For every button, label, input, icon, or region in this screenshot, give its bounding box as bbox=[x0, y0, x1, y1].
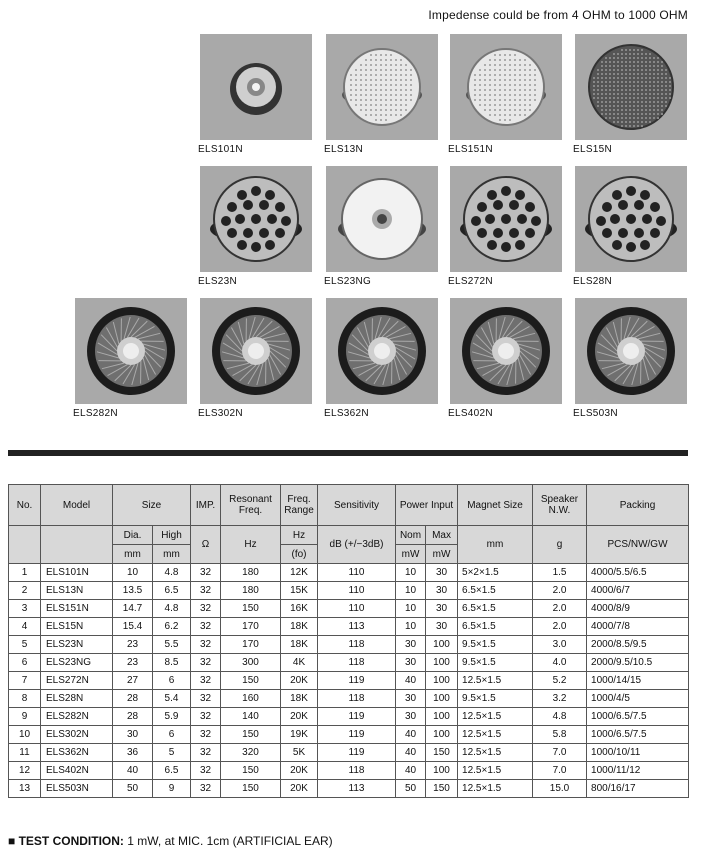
table-cell: 30 bbox=[396, 708, 426, 726]
unit-fo: (fo) bbox=[281, 545, 318, 564]
header-freq-range: Freq. Range bbox=[281, 485, 318, 526]
table-cell: 10 bbox=[396, 618, 426, 636]
table-cell: 1000/6.5/7.5 bbox=[587, 708, 689, 726]
table-cell: 40 bbox=[396, 744, 426, 762]
test-condition bbox=[8, 834, 333, 848]
table-cell: ELS362N bbox=[41, 744, 113, 762]
table-cell: 5.5 bbox=[153, 636, 191, 654]
product-label: ELS13N bbox=[324, 144, 364, 155]
table-cell: 5.4 bbox=[153, 690, 191, 708]
product-photo bbox=[200, 166, 312, 272]
table-cell: 800/16/17 bbox=[587, 780, 689, 798]
table-cell: 7.0 bbox=[533, 762, 587, 780]
table-cell: ELS302N bbox=[41, 726, 113, 744]
table-cell: 5.2 bbox=[533, 672, 587, 690]
table-cell: 150 bbox=[221, 762, 281, 780]
table-cell: 6 bbox=[153, 672, 191, 690]
table-cell: 30 bbox=[396, 654, 426, 672]
table-cell: 18K bbox=[281, 690, 318, 708]
table-cell: 6.2 bbox=[153, 618, 191, 636]
table-cell: 170 bbox=[221, 618, 281, 636]
table-cell: ELS101N bbox=[41, 564, 113, 582]
product-photo bbox=[326, 166, 438, 272]
table-cell: 32 bbox=[191, 564, 221, 582]
table-cell: 12.5×1.5 bbox=[458, 762, 533, 780]
header-no-sub bbox=[9, 526, 41, 564]
table-cell: 18K bbox=[281, 636, 318, 654]
table-cell: 8.5 bbox=[153, 654, 191, 672]
table-row bbox=[9, 690, 689, 708]
table-cell: 15.0 bbox=[533, 780, 587, 798]
unit-mw-nom: mW bbox=[396, 545, 426, 564]
product-label: ELS23N bbox=[198, 276, 238, 287]
table-cell: 9.5×1.5 bbox=[458, 636, 533, 654]
product-photo bbox=[575, 298, 687, 404]
table-cell: 110 bbox=[318, 582, 396, 600]
table-cell: 8 bbox=[9, 690, 41, 708]
table-cell: 32 bbox=[191, 582, 221, 600]
table-cell: 32 bbox=[191, 600, 221, 618]
table-cell: 30 bbox=[113, 726, 153, 744]
table-cell: 2.0 bbox=[533, 600, 587, 618]
table-cell: 9 bbox=[153, 780, 191, 798]
table-cell: 30 bbox=[426, 582, 458, 600]
table-cell: 10 bbox=[396, 600, 426, 618]
table-cell: 140 bbox=[221, 708, 281, 726]
product-label: ELS362N bbox=[324, 408, 369, 419]
table-row bbox=[9, 708, 689, 726]
table-cell: 100 bbox=[426, 762, 458, 780]
table-row bbox=[9, 618, 689, 636]
bullet-square-icon: ■ bbox=[8, 834, 16, 848]
table-cell: 12 bbox=[9, 762, 41, 780]
header-magnet-size: Magnet Size bbox=[458, 485, 533, 526]
header-power-input: Power Input bbox=[396, 485, 458, 526]
product-photo bbox=[200, 298, 312, 404]
table-cell: 4.8 bbox=[153, 600, 191, 618]
table-cell: 300 bbox=[221, 654, 281, 672]
table-cell: 100 bbox=[426, 654, 458, 672]
table-cell: 5.8 bbox=[533, 726, 587, 744]
table-cell: 20K bbox=[281, 708, 318, 726]
product-label: ELS503N bbox=[573, 408, 618, 419]
table-cell: 12.5×1.5 bbox=[458, 708, 533, 726]
table-cell: 150 bbox=[221, 672, 281, 690]
table-cell: 4.0 bbox=[533, 654, 587, 672]
table-cell: 100 bbox=[426, 690, 458, 708]
table-cell: 150 bbox=[221, 780, 281, 798]
table-cell: 13 bbox=[9, 780, 41, 798]
table-cell: 40 bbox=[396, 762, 426, 780]
table-cell: 30 bbox=[396, 690, 426, 708]
table-cell: ELS15N bbox=[41, 618, 113, 636]
table-cell: 320 bbox=[221, 744, 281, 762]
table-cell: 3.2 bbox=[533, 690, 587, 708]
table-cell: 5×2×1.5 bbox=[458, 564, 533, 582]
table-cell: 118 bbox=[318, 690, 396, 708]
unit-mm-high: mm bbox=[153, 545, 191, 564]
unit-mm-magnet: mm bbox=[458, 526, 533, 564]
unit-ohm: Ω bbox=[191, 526, 221, 564]
table-cell: 4.8 bbox=[533, 708, 587, 726]
table-cell: 32 bbox=[191, 726, 221, 744]
table-cell: 9 bbox=[9, 708, 41, 726]
table-cell: 11 bbox=[9, 744, 41, 762]
header-size: Size bbox=[113, 485, 191, 526]
product-label: ELS15N bbox=[573, 144, 613, 155]
product-label: ELS302N bbox=[198, 408, 243, 419]
table-cell: 100 bbox=[426, 672, 458, 690]
test-condition-label: TEST CONDITION: bbox=[18, 834, 124, 848]
table-cell: 113 bbox=[318, 618, 396, 636]
product-photo bbox=[450, 34, 562, 140]
unit-hz-range: Hz bbox=[281, 526, 318, 545]
table-cell: 12K bbox=[281, 564, 318, 582]
table-cell: 119 bbox=[318, 726, 396, 744]
product-photo bbox=[200, 34, 312, 140]
table-cell: 118 bbox=[318, 654, 396, 672]
table-cell: 32 bbox=[191, 690, 221, 708]
table-cell: 6 bbox=[153, 726, 191, 744]
table-cell: 32 bbox=[191, 708, 221, 726]
table-cell: 32 bbox=[191, 744, 221, 762]
unit-pcs-nw-gw: PCS/NW/GW bbox=[587, 526, 689, 564]
unit-g: g bbox=[533, 526, 587, 564]
table-cell: 3.0 bbox=[533, 636, 587, 654]
table-cell: 40 bbox=[113, 762, 153, 780]
table-cell: 150 bbox=[426, 780, 458, 798]
table-cell: 150 bbox=[426, 744, 458, 762]
product-photo bbox=[326, 298, 438, 404]
table-cell: ELS402N bbox=[41, 762, 113, 780]
table-cell: 32 bbox=[191, 618, 221, 636]
table-cell: 4.8 bbox=[153, 564, 191, 582]
header-nom: Nom bbox=[396, 526, 426, 545]
table-cell: 15K bbox=[281, 582, 318, 600]
table-cell: 4 bbox=[9, 618, 41, 636]
product-label: ELS28N bbox=[573, 276, 613, 287]
table-cell: 5K bbox=[281, 744, 318, 762]
product-photo bbox=[450, 166, 562, 272]
header-model-sub bbox=[41, 526, 113, 564]
table-cell: ELS151N bbox=[41, 600, 113, 618]
unit-hz-resonant: Hz bbox=[221, 526, 281, 564]
header-no: No. bbox=[9, 485, 41, 526]
table-cell: 3 bbox=[9, 600, 41, 618]
table-row bbox=[9, 726, 689, 744]
table-row bbox=[9, 744, 689, 762]
header-resonant-freq: Resonant Freq. bbox=[221, 485, 281, 526]
table-cell: 50 bbox=[113, 780, 153, 798]
table-cell: 10 bbox=[396, 564, 426, 582]
header-sensitivity: Sensitivity bbox=[318, 485, 396, 526]
table-cell: 5 bbox=[9, 636, 41, 654]
spec-table bbox=[8, 484, 689, 798]
table-cell: 100 bbox=[426, 636, 458, 654]
table-cell: 7.0 bbox=[533, 744, 587, 762]
table-cell: 119 bbox=[318, 744, 396, 762]
table-row bbox=[9, 780, 689, 798]
table-cell: 12.5×1.5 bbox=[458, 744, 533, 762]
table-cell: 32 bbox=[191, 654, 221, 672]
table-cell: 6 bbox=[9, 654, 41, 672]
table-cell: 119 bbox=[318, 708, 396, 726]
table-cell: 36 bbox=[113, 744, 153, 762]
table-cell: 7 bbox=[9, 672, 41, 690]
table-cell: 1000/14/15 bbox=[587, 672, 689, 690]
table-cell: 20K bbox=[281, 780, 318, 798]
test-condition-text: 1 mW, at MIC. 1cm (ARTIFICIAL EAR) bbox=[127, 834, 333, 848]
table-cell: 150 bbox=[221, 600, 281, 618]
table-cell: 6.5×1.5 bbox=[458, 618, 533, 636]
table-cell: 32 bbox=[191, 780, 221, 798]
table-cell: ELS503N bbox=[41, 780, 113, 798]
table-cell: 118 bbox=[318, 762, 396, 780]
table-row bbox=[9, 600, 689, 618]
table-cell: 1.5 bbox=[533, 564, 587, 582]
table-cell: 32 bbox=[191, 672, 221, 690]
table-cell: 118 bbox=[318, 636, 396, 654]
unit-mw-max: mW bbox=[426, 545, 458, 564]
table-cell: 180 bbox=[221, 582, 281, 600]
table-cell: 30 bbox=[426, 564, 458, 582]
table-cell: 6.5×1.5 bbox=[458, 600, 533, 618]
table-cell: 12.5×1.5 bbox=[458, 672, 533, 690]
table-cell: 27 bbox=[113, 672, 153, 690]
spec-table-body bbox=[9, 564, 689, 798]
product-label: ELS272N bbox=[448, 276, 493, 287]
table-row bbox=[9, 672, 689, 690]
table-cell: 5 bbox=[153, 744, 191, 762]
table-row bbox=[9, 762, 689, 780]
table-cell: ELS272N bbox=[41, 672, 113, 690]
product-label: ELS101N bbox=[198, 144, 243, 155]
table-cell: 30 bbox=[426, 600, 458, 618]
table-cell: 1000/4/5 bbox=[587, 690, 689, 708]
table-cell: 32 bbox=[191, 762, 221, 780]
table-cell: 100 bbox=[426, 726, 458, 744]
table-cell: 2000/8.5/9.5 bbox=[587, 636, 689, 654]
table-cell: ELS13N bbox=[41, 582, 113, 600]
header-speaker-nw: Speaker N.W. bbox=[533, 485, 587, 526]
unit-mm-dia: mm bbox=[113, 545, 153, 564]
table-cell: 14.7 bbox=[113, 600, 153, 618]
table-cell: 30 bbox=[396, 636, 426, 654]
table-cell: 4000/8/9 bbox=[587, 600, 689, 618]
table-cell: 40 bbox=[396, 672, 426, 690]
table-cell: 6.5×1.5 bbox=[458, 582, 533, 600]
table-cell: 119 bbox=[318, 672, 396, 690]
table-cell: 28 bbox=[113, 708, 153, 726]
table-cell: 6.5 bbox=[153, 762, 191, 780]
table-cell: 13.5 bbox=[113, 582, 153, 600]
product-photo bbox=[326, 34, 438, 140]
table-cell: 4000/6/7 bbox=[587, 582, 689, 600]
table-cell: 100 bbox=[426, 708, 458, 726]
table-cell: ELS23N bbox=[41, 636, 113, 654]
table-row bbox=[9, 582, 689, 600]
header-dia: Dia. bbox=[113, 526, 153, 545]
table-cell: ELS23NG bbox=[41, 654, 113, 672]
table-cell: 4K bbox=[281, 654, 318, 672]
table-cell: 1000/10/11 bbox=[587, 744, 689, 762]
table-cell: ELS28N bbox=[41, 690, 113, 708]
header-max: Max bbox=[426, 526, 458, 545]
product-label: ELS282N bbox=[73, 408, 118, 419]
table-cell: 18K bbox=[281, 618, 318, 636]
table-cell: 20K bbox=[281, 672, 318, 690]
product-label: ELS402N bbox=[448, 408, 493, 419]
table-cell: 2000/9.5/10.5 bbox=[587, 654, 689, 672]
table-cell: 10 bbox=[113, 564, 153, 582]
table-cell: 16K bbox=[281, 600, 318, 618]
product-photo bbox=[75, 298, 187, 404]
table-cell: 110 bbox=[318, 600, 396, 618]
header-packing: Packing bbox=[587, 485, 689, 526]
table-cell: 23 bbox=[113, 654, 153, 672]
table-cell: 12.5×1.5 bbox=[458, 780, 533, 798]
table-cell: 1000/11/12 bbox=[587, 762, 689, 780]
table-cell: 113 bbox=[318, 780, 396, 798]
table-cell: 30 bbox=[426, 618, 458, 636]
product-photo bbox=[450, 298, 562, 404]
table-cell: 28 bbox=[113, 690, 153, 708]
table-cell: 170 bbox=[221, 636, 281, 654]
table-cell: 6.5 bbox=[153, 582, 191, 600]
table-cell: 1000/6.5/7.5 bbox=[587, 726, 689, 744]
table-cell: 150 bbox=[221, 726, 281, 744]
table-cell: 10 bbox=[9, 726, 41, 744]
table-cell: 2.0 bbox=[533, 618, 587, 636]
table-cell: 4000/7/8 bbox=[587, 618, 689, 636]
table-row bbox=[9, 636, 689, 654]
table-cell: 9.5×1.5 bbox=[458, 654, 533, 672]
table-cell: 50 bbox=[396, 780, 426, 798]
product-photo bbox=[575, 34, 687, 140]
table-cell: 180 bbox=[221, 564, 281, 582]
table-cell: ELS282N bbox=[41, 708, 113, 726]
section-divider bbox=[8, 450, 688, 456]
table-row bbox=[9, 564, 689, 582]
table-cell: 110 bbox=[318, 564, 396, 582]
table-cell: 15.4 bbox=[113, 618, 153, 636]
table-cell: 160 bbox=[221, 690, 281, 708]
unit-db: dB (+/−3dB) bbox=[318, 526, 396, 564]
table-cell: 10 bbox=[396, 582, 426, 600]
product-label: ELS23NG bbox=[324, 276, 372, 287]
table-cell: 9.5×1.5 bbox=[458, 690, 533, 708]
table-cell: 19K bbox=[281, 726, 318, 744]
header-model: Model bbox=[41, 485, 113, 526]
table-cell: 32 bbox=[191, 636, 221, 654]
table-cell: 20K bbox=[281, 762, 318, 780]
product-label: ELS151N bbox=[448, 144, 493, 155]
header-imp: IMP. bbox=[191, 485, 221, 526]
table-cell: 40 bbox=[396, 726, 426, 744]
table-cell: 4000/5.5/6.5 bbox=[587, 564, 689, 582]
table-cell: 23 bbox=[113, 636, 153, 654]
header-high: High bbox=[153, 526, 191, 545]
table-row bbox=[9, 654, 689, 672]
table-cell: 1 bbox=[9, 564, 41, 582]
table-cell: 2.0 bbox=[533, 582, 587, 600]
table-cell: 5.9 bbox=[153, 708, 191, 726]
table-cell: 12.5×1.5 bbox=[458, 726, 533, 744]
impedance-note: Impedense could be from 4 OHM to 1000 OHM bbox=[428, 8, 688, 22]
product-photo bbox=[575, 166, 687, 272]
table-cell: 2 bbox=[9, 582, 41, 600]
